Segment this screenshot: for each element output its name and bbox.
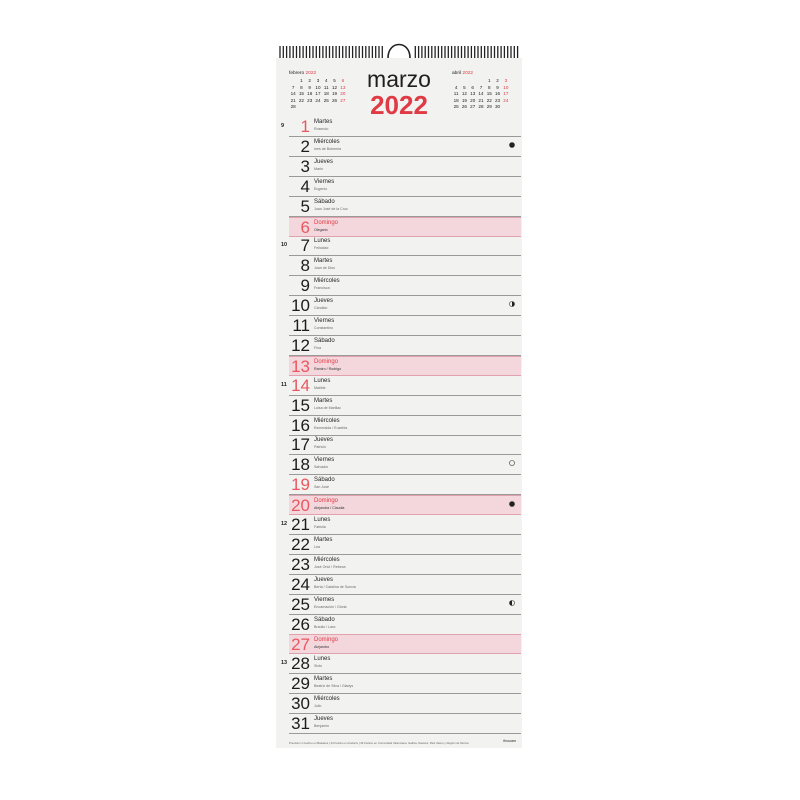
day-row xyxy=(281,375,521,396)
mini-day: 21 xyxy=(478,97,484,103)
saint-name: Julio xyxy=(314,704,322,709)
weekday-name: Domingo xyxy=(314,498,339,505)
calendar-sheet xyxy=(276,58,522,748)
mini-day: 23 xyxy=(495,97,501,103)
mini-day xyxy=(452,78,460,83)
day-row xyxy=(289,615,521,635)
day-number: 23 xyxy=(291,554,310,574)
mini-day: 2 xyxy=(496,78,499,83)
saint-name: Fabiola xyxy=(314,525,326,529)
weekday-name: Sábado xyxy=(314,198,335,205)
mini-calendar-next xyxy=(452,71,510,110)
mini-day: 23 xyxy=(307,97,313,103)
mini-day: 26 xyxy=(332,97,338,103)
mini-day: 14 xyxy=(478,91,484,97)
weekday-name: Jueves xyxy=(314,576,334,583)
saint-name: Salvador xyxy=(314,465,329,470)
day-row xyxy=(289,714,521,734)
mini-day: 2 xyxy=(308,78,311,83)
first-moon-icon xyxy=(509,301,515,307)
day-row xyxy=(289,495,521,515)
weekday-name: Miércoles xyxy=(314,278,340,285)
week-number: 12 xyxy=(281,521,288,527)
day-row xyxy=(289,674,521,694)
mini-day xyxy=(460,78,468,83)
mini-day: 15 xyxy=(486,91,492,97)
mini-month-name: abril xyxy=(452,71,462,76)
mini-day: 15 xyxy=(298,91,304,97)
weekday-name: Lunes xyxy=(314,517,331,523)
week-number: 13 xyxy=(281,660,288,667)
mini-day: 30 xyxy=(495,104,501,110)
mini-day: 11 xyxy=(323,84,329,90)
new-moon-icon xyxy=(509,501,515,507)
day-number: 4 xyxy=(300,176,310,196)
mini-day: 3 xyxy=(316,78,320,83)
day-row xyxy=(289,396,521,416)
mini-day: 27 xyxy=(340,97,346,103)
saint-name: Alejandro xyxy=(314,645,330,650)
mini-day xyxy=(469,78,477,83)
last-moon-icon xyxy=(509,600,515,606)
mini-day: 16 xyxy=(307,91,313,97)
day-row xyxy=(289,336,521,356)
day-row xyxy=(289,316,521,336)
brand-logo: finocam xyxy=(503,739,516,743)
weekday-name: Jueves xyxy=(314,437,334,444)
day-row xyxy=(289,555,521,575)
weekday-name: Domingo xyxy=(314,358,339,365)
day-row xyxy=(289,217,521,237)
mini-year: 2022 xyxy=(462,71,474,76)
day-number: 9 xyxy=(300,276,310,296)
saint-name: Inés de Bohemia xyxy=(314,146,341,151)
mini-day: 19 xyxy=(332,91,338,97)
mini-day: 28 xyxy=(290,104,296,110)
mini-day: 25 xyxy=(453,104,459,110)
day-number: 3 xyxy=(300,156,310,176)
new-moon-icon xyxy=(509,142,515,148)
day-number: 30 xyxy=(291,694,310,714)
weekday-name: Miércoles xyxy=(314,138,340,145)
mini-day: 12 xyxy=(461,91,467,97)
day-row xyxy=(289,595,521,615)
mini-day: 9 xyxy=(308,84,311,90)
weekday-name: Miércoles xyxy=(314,556,340,563)
saint-name: Juan de Dios xyxy=(314,266,335,271)
day-number: 21 xyxy=(291,515,310,534)
weekday-name: Martes xyxy=(314,676,333,683)
mini-day: 6 xyxy=(471,84,474,90)
footer-note: Precisión 1 Festivo en Baleares | 44 Festivo en Andorra | 46 Festivo en Comunidad Valenciana, Galicia, Navarra, País Vasco y Región de Murcia xyxy=(289,741,469,745)
weekday-name: Lunes xyxy=(314,656,331,663)
mini-day: 16 xyxy=(495,91,501,97)
mini-day: 5 xyxy=(333,78,336,83)
saint-name: Matilde xyxy=(314,385,326,390)
mini-day: 25 xyxy=(323,97,329,103)
day-row xyxy=(289,416,521,436)
mini-day: 29 xyxy=(486,104,492,110)
mini-day: 19 xyxy=(461,97,467,103)
mini-day: 14 xyxy=(290,91,296,97)
saint-name: José Oriol / Rebeca xyxy=(314,564,346,569)
day-number: 25 xyxy=(291,594,310,614)
day-row xyxy=(289,535,521,555)
day-row xyxy=(289,296,521,316)
day-number: 20 xyxy=(291,496,310,516)
mini-month-name: febrero xyxy=(289,71,305,76)
day-row xyxy=(289,575,521,595)
weekday-name: Domingo xyxy=(314,219,339,226)
day-number: 17 xyxy=(291,435,310,455)
saint-name: Fina xyxy=(314,345,321,350)
week-number: 11 xyxy=(281,381,287,388)
mini-day: 12 xyxy=(332,84,338,90)
day-number: 24 xyxy=(291,574,310,594)
mini-day: 5 xyxy=(463,84,466,90)
day-row xyxy=(289,435,521,455)
mini-day: 7 xyxy=(291,84,295,90)
mini-day: 26 xyxy=(461,104,467,110)
mini-grid xyxy=(452,78,510,110)
mini-day xyxy=(502,104,510,109)
mini-day: 1 xyxy=(488,78,491,83)
day-number: 28 xyxy=(291,654,310,674)
mini-day: 10 xyxy=(503,84,509,90)
day-row xyxy=(289,137,521,157)
day-number: 14 xyxy=(291,375,310,395)
mini-day: 20 xyxy=(340,91,346,97)
mini-day: 20 xyxy=(470,97,476,103)
day-row xyxy=(289,197,521,217)
mini-day: 3 xyxy=(504,78,508,83)
saint-name: Rosendo xyxy=(314,127,329,131)
mini-day: 10 xyxy=(315,84,321,90)
saint-name: Luisa de Marillac xyxy=(314,405,341,410)
mini-day: 22 xyxy=(486,97,492,103)
saint-name: Marin xyxy=(314,166,323,171)
week-number: 9 xyxy=(281,123,285,129)
day-row xyxy=(289,475,521,495)
weekday-name: Sábado xyxy=(314,337,335,344)
day-number: 27 xyxy=(291,635,310,655)
mini-day: 24 xyxy=(503,97,509,103)
day-row xyxy=(281,236,521,256)
day-number: 22 xyxy=(291,534,310,554)
saint-name: Braulio / Lara xyxy=(314,624,336,629)
weekday-name: Martes xyxy=(314,397,333,404)
weekday-name: Miércoles xyxy=(314,417,340,424)
weekday-name: Sábado xyxy=(314,616,335,623)
day-row xyxy=(289,256,521,276)
mini-day: 18 xyxy=(323,91,329,97)
weekday-name: Viernes xyxy=(314,596,335,603)
day-number: 1 xyxy=(300,117,310,136)
day-row xyxy=(289,455,521,475)
mini-day: 22 xyxy=(298,97,304,103)
mini-year: 2022 xyxy=(305,71,317,76)
weekday-name: Viernes xyxy=(314,457,335,464)
weekday-name: Jueves xyxy=(314,298,334,305)
weekday-name: Viernes xyxy=(314,318,335,324)
day-row xyxy=(289,177,521,197)
saint-name: Encarnación / Gloria xyxy=(314,604,347,609)
day-row xyxy=(281,515,521,535)
saint-name: Cándido xyxy=(314,306,328,311)
saint-name: Eugenio xyxy=(314,186,328,191)
day-number: 18 xyxy=(291,455,310,475)
mini-day: 13 xyxy=(470,91,476,97)
mini-day: 13 xyxy=(340,84,346,90)
saint-name: Olegario xyxy=(314,227,328,232)
month-title: marzo xyxy=(367,66,431,92)
mini-day: 8 xyxy=(488,84,491,90)
saint-name: Felicidad xyxy=(314,246,329,251)
day-row xyxy=(281,654,521,674)
mini-day: 21 xyxy=(290,97,296,103)
weekday-name: Viernes xyxy=(314,178,335,185)
weekday-name: Lunes xyxy=(314,238,331,245)
mini-day: 28 xyxy=(478,104,484,110)
weekday-name: Martes xyxy=(314,258,333,265)
day-row xyxy=(289,157,521,177)
mini-day xyxy=(477,78,485,83)
weekday-name: Jueves xyxy=(314,158,334,165)
day-row xyxy=(289,694,521,714)
day-number: 2 xyxy=(300,136,310,156)
weekday-name: Sábado xyxy=(314,477,335,484)
saint-name: Esmeralda / Eusebia xyxy=(314,425,348,430)
saint-name: Patricio xyxy=(314,445,326,450)
day-row xyxy=(289,356,521,376)
full-moon-icon xyxy=(509,460,515,466)
saint-name: Alejandra / Claudia xyxy=(314,506,345,511)
year-title: 2022 xyxy=(370,90,428,120)
saint-name: Juan José de la Cruz xyxy=(314,206,348,211)
saint-name: Berta / Catalina de Suecia xyxy=(314,584,356,589)
saint-name: Francisca xyxy=(314,286,330,291)
weekday-name: Lunes xyxy=(314,377,331,384)
weekday-name: Martes xyxy=(314,119,333,125)
weekday-name: Domingo xyxy=(314,637,339,644)
mini-day: 11 xyxy=(453,91,459,97)
day-number: 31 xyxy=(291,714,310,733)
day-number: 6 xyxy=(300,217,310,237)
saint-name: San José xyxy=(314,485,329,490)
day-number: 5 xyxy=(300,196,310,216)
day-row xyxy=(281,117,521,137)
saint-name: Sixto xyxy=(314,664,322,669)
mini-day: 17 xyxy=(503,91,509,97)
weekday-name: Jueves xyxy=(314,716,334,722)
mini-day: 27 xyxy=(470,104,476,110)
mini-day: 6 xyxy=(341,78,345,83)
day-number: 13 xyxy=(291,356,310,376)
saint-name: Beatriz de Silva / Gladys xyxy=(314,684,354,689)
saint-name: Ramiro / Rodrigo xyxy=(314,366,342,371)
day-number: 29 xyxy=(291,674,310,694)
week-number: 10 xyxy=(281,242,288,249)
mini-day: 24 xyxy=(315,97,321,103)
day-number: 11 xyxy=(292,316,310,335)
row-divider xyxy=(289,733,521,734)
weekday-name: Miércoles xyxy=(314,696,340,703)
day-row xyxy=(289,276,521,296)
day-number: 19 xyxy=(291,475,310,495)
mini-day: 9 xyxy=(496,84,499,90)
day-number: 8 xyxy=(300,256,310,276)
mini-day: 4 xyxy=(454,84,458,90)
mini-day: 18 xyxy=(453,97,459,103)
saint-name: Benjamín xyxy=(314,724,330,728)
day-number: 15 xyxy=(291,395,310,415)
day-number: 10 xyxy=(291,296,310,316)
saint-name: Lea xyxy=(314,544,320,549)
day-number: 26 xyxy=(291,614,310,634)
mini-day: 7 xyxy=(479,84,483,90)
day-number: 7 xyxy=(300,236,310,256)
weekday-name: Martes xyxy=(314,536,333,543)
mini-day: 1 xyxy=(300,78,303,83)
mini-day: 4 xyxy=(325,78,328,83)
day-row xyxy=(289,634,521,654)
saint-name: Constantino xyxy=(314,326,334,330)
mini-day: 17 xyxy=(315,91,321,97)
day-number: 12 xyxy=(291,335,310,355)
mini-day: 8 xyxy=(300,84,303,90)
day-number: 16 xyxy=(291,415,310,435)
